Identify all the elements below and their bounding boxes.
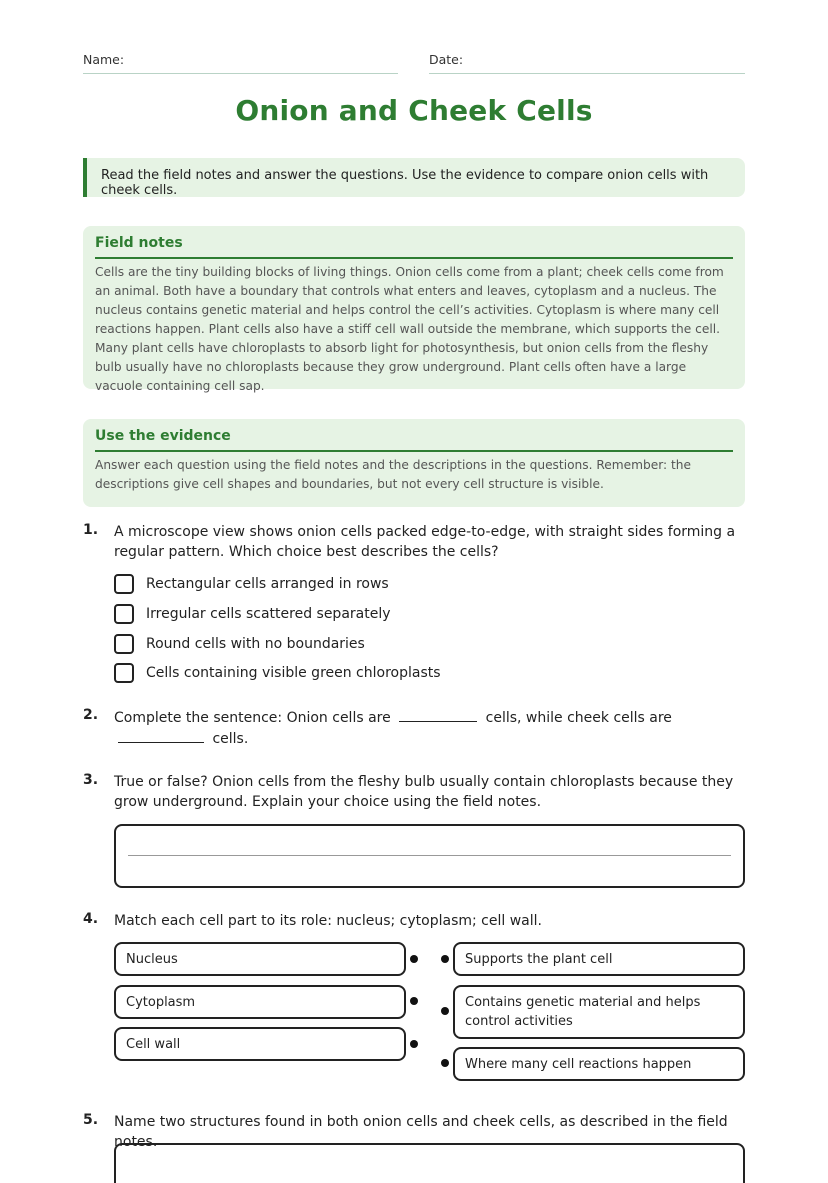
field-notes-heading: Field notes [95,235,733,259]
match-dot[interactable] [441,1007,449,1015]
match-label: Supports the plant cell [465,952,613,967]
answer-box-3[interactable] [114,824,745,888]
page-title: Onion and Cheek Cells [235,94,593,127]
option-label: Rectangular cells arranged in rows [146,576,389,592]
blank-1[interactable] [399,707,477,722]
name-field[interactable] [83,52,398,74]
evidence-heading: Use the evidence [95,428,733,452]
match-left-cell-wall[interactable] [114,1027,406,1061]
question-text: A microscope view shows onion cells packed edge-to-edge, with straight sides forming a regular pattern. Which choice best describes the cells? [114,524,736,560]
match-dot[interactable] [410,955,418,963]
sentence-part-2: cells, while cheek cells are [485,710,672,726]
checkbox[interactable] [114,634,134,654]
question-text [114,707,744,749]
match-dot[interactable] [410,997,418,1005]
option-label: Cells containing visible green chloroplasts [146,665,441,681]
checkbox[interactable] [114,574,134,594]
match-label: Nucleus [126,952,178,967]
match-label: Where many cell reactions happen [465,1057,692,1072]
match-dot[interactable] [441,955,449,963]
question-number: 4. [83,911,99,927]
header-row [83,52,745,74]
question-number: 1. [83,522,99,538]
answer-box-5[interactable] [114,1143,745,1183]
match-left-nucleus[interactable] [114,942,406,976]
match-label: Cell wall [126,1037,181,1052]
field-notes-text: Cells are the tiny building blocks of living things. Onion cells come from a plant; cheek cells come from an animal. Both have a boundary that controls what enters and leaves, cytoplasm and a nucleus. The nucleus contains genetic material and helps control the cell’s activities. Cytoplasm is where many cell reactions happen. Plant cells also have a stiff cell wall outside the membrane, which supports the cell. Many plant cells have chloroplasts to absorb light for photosynthesis, but onion cells from the fleshy bulb usually have no chloroplasts because they grow underground. Plant cells often have a large vacuole containing cell sap. [95,265,724,393]
answer-line [128,855,731,856]
match-right-reactions[interactable] [453,1047,745,1081]
checkbox[interactable] [114,663,134,683]
option-label: Round cells with no boundaries [146,636,365,652]
checkbox[interactable] [114,604,134,624]
match-right-supports[interactable] [453,942,745,976]
field-notes-box [83,226,745,393]
question-text: True or false? Onion cells from the fleshy bulb usually contain chloroplasts because they grow underground. Explain your choice using the field notes. [114,774,734,810]
instructions-banner: Read the field notes and answer the questions. Use the evidence to compare onion cells with cheek cells. [83,158,745,197]
match-left-cytoplasm[interactable] [114,985,406,1019]
question-text: Match each cell part to its role: nucleus; cytoplasm; cell wall. [114,913,542,929]
question-number: 5. [83,1112,99,1128]
match-label: Cytoplasm [126,995,196,1010]
option-label: Irregular cells scattered separately [146,606,391,622]
question-number: 3. [83,772,99,788]
date-field[interactable] [429,52,745,74]
match-dot[interactable] [410,1040,418,1048]
sentence-part-3: cells. [212,731,249,747]
evidence-text: Answer each question using the field notes and the descriptions in the questions. Remember: the descriptions give cell shapes and boundaries, but not every cell structure is visible. [95,458,692,491]
blank-2[interactable] [118,728,204,743]
question-text: Name two structures found in both onion cells and cheek cells, as described in the field notes. [114,1114,728,1150]
match-dot[interactable] [441,1059,449,1067]
question-number: 2. [83,707,99,723]
match-right-genetic[interactable] [453,985,745,1039]
match-label: Contains genetic material and helps control activities [465,995,701,1029]
date-label: Date: [429,52,464,67]
sentence-part-1: Complete the sentence: Onion cells are [114,710,391,726]
evidence-box [83,419,745,507]
name-label: Name: [83,52,125,67]
